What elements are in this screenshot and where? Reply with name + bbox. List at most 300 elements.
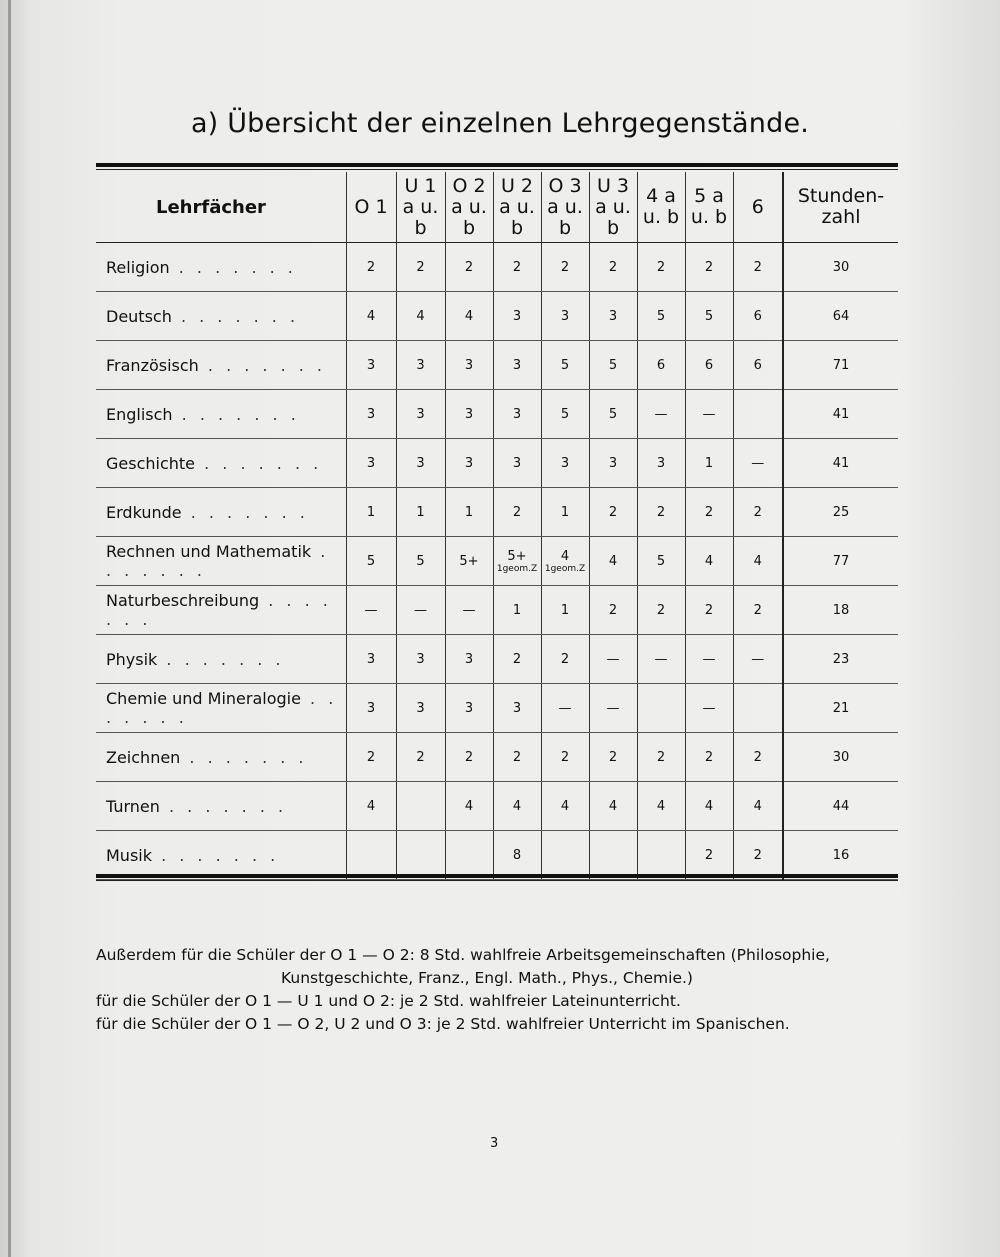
hours-cell (396, 782, 445, 831)
table-row (96, 635, 898, 684)
hours-cell (637, 488, 685, 537)
hours-value: 2 (608, 749, 618, 765)
hours-value: 3 (416, 357, 425, 373)
hours-cell (589, 537, 637, 586)
hours-value: 8 (512, 847, 522, 863)
hours-value: 3 (416, 406, 425, 422)
hours-value: 3 (512, 455, 522, 471)
subject-label: Chemie und Mineralogie (106, 689, 301, 708)
total-hours-cell: 64 (783, 292, 898, 341)
hours-cell (396, 537, 445, 586)
hours-cell (685, 782, 733, 831)
page-edge (8, 0, 11, 1257)
hours-value: — (702, 406, 716, 422)
hours-value: — (606, 700, 620, 716)
table-row (96, 488, 898, 537)
hours-cell (541, 831, 589, 880)
hours-value: 3 (366, 651, 376, 667)
hours-cell (637, 243, 685, 292)
subject-cell (96, 586, 346, 635)
leader-dots: . . . . . . . (172, 404, 300, 424)
hours-value: 6 (656, 357, 666, 373)
hours-value: 2 (512, 749, 522, 765)
subject-cell (96, 488, 346, 537)
hours-cell (396, 243, 445, 292)
hours-cell (493, 341, 541, 390)
subject-cell (96, 341, 346, 390)
table-row (96, 292, 898, 341)
hours-cell (445, 292, 493, 341)
column-header: 4 a u. b (637, 172, 685, 243)
hours-value: 2 (753, 602, 762, 618)
hours-cell (396, 684, 445, 733)
hours-cell (637, 684, 685, 733)
hours-value: 6 (704, 357, 714, 373)
hours-value: 2 (608, 602, 618, 618)
hours-value: 2 (512, 651, 522, 667)
hours-value: 4 (704, 798, 714, 814)
total-hours-cell: 16 (783, 831, 898, 880)
subject-cell (96, 782, 346, 831)
hours-value: — (558, 700, 572, 716)
hours-value: 4 (512, 798, 522, 814)
hours-cell (541, 684, 589, 733)
hours-cell (346, 390, 396, 439)
leader-dots: . . . . . . . (169, 257, 297, 277)
hours-cell (589, 586, 637, 635)
subject-label: Geschichte (106, 453, 196, 473)
leader-dots: . . . . . . . (198, 355, 327, 375)
leader-dots: . . . . . . . (157, 649, 285, 669)
hours-cell (685, 733, 733, 782)
total-hours-cell: 30 (783, 243, 898, 292)
hours-cell (541, 243, 589, 292)
hours-value: 2 (704, 602, 714, 618)
hours-cell (685, 635, 733, 684)
hours-cell (589, 439, 637, 488)
hours-cell (637, 341, 685, 390)
hours-value: 2 (608, 259, 618, 275)
hours-value: 2 (560, 259, 570, 275)
hours-value: 2 (608, 504, 618, 520)
hours-value: 3 (656, 455, 666, 471)
bottom-rule (96, 874, 898, 878)
hours-value: 3 (560, 455, 570, 471)
hours-cell (445, 390, 493, 439)
column-header: O 3 a u. b (541, 172, 589, 243)
top-rule (96, 163, 898, 167)
hours-cell (733, 635, 783, 684)
table-row (96, 390, 898, 439)
hours-value: 5 (366, 553, 376, 569)
hours-value: 6 (753, 308, 762, 324)
subjects-table (96, 172, 898, 880)
table-row (96, 782, 898, 831)
hours-cell (541, 292, 589, 341)
hours-cell (346, 537, 396, 586)
hours-cell (589, 684, 637, 733)
hours-cell (541, 782, 589, 831)
hours-cell (493, 488, 541, 537)
hours-cell (346, 831, 396, 880)
hours-cell (685, 390, 733, 439)
table-row (96, 586, 898, 635)
hours-cell (589, 341, 637, 390)
hours-cell (346, 243, 396, 292)
table-row (96, 684, 898, 733)
hours-cell (445, 586, 493, 635)
table-row (96, 537, 898, 586)
hours-value: — (654, 651, 668, 667)
hours-value: 3 (512, 700, 522, 716)
hours-cell (396, 831, 445, 880)
subject-label: Musik (106, 845, 152, 865)
hours-value: — (654, 406, 668, 422)
hours-cell (685, 488, 733, 537)
hours-footnote: 1geom.Z (496, 563, 538, 574)
hours-value: 4 (753, 798, 762, 814)
hours-value: — (606, 651, 620, 667)
hours-cell (396, 292, 445, 341)
hours-cell (396, 439, 445, 488)
hours-cell (541, 341, 589, 390)
hours-value: 4 (608, 553, 618, 569)
hours-cell (733, 243, 783, 292)
hours-cell (637, 831, 685, 880)
hours-value: 4 (464, 308, 474, 324)
hours-value: — (751, 651, 765, 667)
hours-cell (493, 390, 541, 439)
hours-cell (589, 782, 637, 831)
hours-value: 3 (608, 308, 618, 324)
hours-value: 2 (753, 259, 762, 275)
hours-value: 3 (464, 651, 474, 667)
hours-value: 3 (512, 308, 522, 324)
hours-cell (637, 586, 685, 635)
hours-cell (541, 439, 589, 488)
hours-value: 2 (512, 504, 522, 520)
hours-value: 2 (512, 259, 522, 275)
leader-dots: . . . . . . . (181, 502, 309, 522)
total-hours-cell: 25 (783, 488, 898, 537)
table-row (96, 831, 898, 880)
hours-cell (346, 292, 396, 341)
hours-cell (733, 292, 783, 341)
hours-cell (637, 782, 685, 831)
hours-value: 3 (366, 357, 376, 373)
hours-cell (637, 390, 685, 439)
hours-value: 4 (464, 798, 474, 814)
total-hours-cell: 21 (783, 684, 898, 733)
hours-value: — (702, 651, 716, 667)
hours-cell (396, 635, 445, 684)
hours-cell (346, 684, 396, 733)
hours-value: 1 (366, 504, 376, 520)
hours-value: 1 (416, 504, 425, 520)
column-header: U 1 a u. b (396, 172, 445, 243)
hours-value: 2 (704, 749, 714, 765)
total-hours-cell: 41 (783, 439, 898, 488)
hours-cell (346, 341, 396, 390)
hours-cell (493, 586, 541, 635)
column-header: Stunden-zahl (783, 172, 898, 243)
hours-value: 4 (366, 308, 376, 324)
hours-value: — (751, 455, 765, 471)
hours-cell (685, 586, 733, 635)
hours-value: 2 (704, 259, 714, 275)
hours-value: 5 (704, 308, 714, 324)
hours-cell (589, 488, 637, 537)
hours-cell (493, 243, 541, 292)
hours-cell (493, 635, 541, 684)
subject-cell (96, 635, 346, 684)
hours-cell (685, 243, 733, 292)
hours-cell (541, 733, 589, 782)
subject-cell (96, 684, 346, 733)
hours-value: 3 (366, 455, 376, 471)
hours-cell (396, 341, 445, 390)
hours-value: 3 (416, 455, 425, 471)
hours-value: 3 (608, 455, 618, 471)
subject-label: Rechnen und Mathematik (106, 542, 312, 561)
hours-cell (541, 537, 589, 586)
hours-value: 3 (416, 700, 425, 716)
top-rule-thin (96, 169, 898, 170)
hours-cell (493, 831, 541, 880)
hours-value: 3 (366, 406, 376, 422)
total-hours-cell: 30 (783, 733, 898, 782)
hours-value: 2 (704, 504, 714, 520)
hours-cell (637, 292, 685, 341)
hours-value: 5 (656, 308, 666, 324)
hours-cell (493, 684, 541, 733)
hours-cell (541, 635, 589, 684)
column-header: U 2 a u. b (493, 172, 541, 243)
subject-cell (96, 439, 346, 488)
hours-value: 5+ (459, 553, 479, 569)
hours-cell (733, 390, 783, 439)
hours-cell (541, 390, 589, 439)
hours-value: 1 (512, 602, 522, 618)
hours-cell (733, 488, 783, 537)
hours-value: 2 (366, 259, 376, 275)
hours-cell (589, 243, 637, 292)
hours-value: 1 (464, 504, 474, 520)
hours-cell (346, 782, 396, 831)
subject-cell (96, 831, 346, 880)
subject-label: Naturbeschreibung (106, 591, 260, 610)
column-header: Lehrfächer (96, 172, 346, 243)
column-header: 5 a u. b (685, 172, 733, 243)
hours-value: 2 (656, 259, 666, 275)
leader-dots: . . . . . . . (159, 796, 288, 816)
hours-cell (589, 733, 637, 782)
hours-value: 2 (656, 602, 666, 618)
total-hours-cell: 41 (783, 390, 898, 439)
hours-cell (493, 782, 541, 831)
hours-cell (733, 537, 783, 586)
hours-cell (589, 390, 637, 439)
hours-cell (346, 635, 396, 684)
subject-label: Erdkunde (106, 502, 182, 522)
hours-value: 2 (656, 504, 666, 520)
hours-value: — (414, 602, 427, 618)
hours-cell (733, 586, 783, 635)
hours-value: 4 (608, 798, 618, 814)
subject-label: Physik (106, 649, 158, 669)
hours-cell (493, 292, 541, 341)
hours-cell (445, 488, 493, 537)
hours-value: 2 (656, 749, 666, 765)
hours-cell (733, 684, 783, 733)
leader-dots: . . . . . . . (106, 689, 338, 727)
hours-value: 3 (560, 308, 570, 324)
leader-dots: . . . . . . . (195, 453, 323, 473)
hours-value: 5 (560, 406, 570, 422)
hours-cell (445, 635, 493, 684)
hours-cell (733, 831, 783, 880)
note-line: für die Schüler der O 1 — U 1 und O 2: je 2 Std. wahlfreier Lateinunterricht. (96, 992, 681, 1010)
total-hours-cell: 18 (783, 586, 898, 635)
hours-value: 1 (560, 504, 570, 520)
hours-value: 2 (560, 749, 570, 765)
hours-value: 4 (560, 548, 570, 564)
leader-dots: . . . . . . . (152, 845, 280, 865)
hours-value: 4 (366, 798, 376, 814)
hours-cell (637, 537, 685, 586)
hours-footnote: 1geom.Z (544, 563, 586, 574)
subject-label: Turnen (106, 796, 160, 816)
hours-cell (733, 733, 783, 782)
hours-value: 4 (656, 798, 666, 814)
total-hours-cell: 23 (783, 635, 898, 684)
subjects-table-wrap (96, 172, 898, 880)
subject-label: Französisch (106, 355, 199, 375)
leader-dots: . . . . . . . (180, 747, 308, 767)
hours-value: 4 (704, 553, 714, 569)
hours-cell (346, 733, 396, 782)
hours-value: 6 (753, 357, 762, 373)
hours-cell (685, 831, 733, 880)
subject-cell (96, 390, 346, 439)
note-line: Kunstgeschichte, Franz., Engl. Math., Phys., Chemie.) (281, 969, 693, 987)
hours-cell (493, 537, 541, 586)
table-body (96, 243, 898, 880)
hours-value: 2 (464, 749, 474, 765)
hours-value: 1 (560, 602, 570, 618)
hours-cell (589, 635, 637, 684)
column-header: O 1 (346, 172, 396, 243)
hours-cell (445, 439, 493, 488)
subject-label: Deutsch (106, 306, 172, 326)
hours-value: 3 (416, 651, 425, 667)
bottom-rule-thin (96, 880, 898, 881)
hours-cell (445, 684, 493, 733)
column-header: O 2 a u. b (445, 172, 493, 243)
hours-value: 5 (608, 406, 618, 422)
hours-value: — (364, 602, 378, 618)
hours-value: 2 (416, 259, 425, 275)
hours-cell (396, 390, 445, 439)
hours-value: 1 (704, 455, 714, 471)
hours-cell (685, 684, 733, 733)
hours-cell (445, 733, 493, 782)
hours-value: 5 (416, 553, 425, 569)
hours-cell (637, 733, 685, 782)
hours-value: 5 (656, 553, 666, 569)
hours-cell (493, 733, 541, 782)
hours-value: 2 (464, 259, 474, 275)
hours-value: 3 (464, 700, 474, 716)
hours-value: 5+ (507, 548, 527, 564)
note-line: Außerdem für die Schüler der O 1 — O 2: 8 Std. wahlfreie Arbeitsgemeinschaften (Philosophie, (96, 946, 830, 964)
hours-value: 3 (366, 700, 376, 716)
column-header: 6 (733, 172, 783, 243)
total-hours-cell: 44 (783, 782, 898, 831)
hours-cell (733, 439, 783, 488)
total-hours-cell: 77 (783, 537, 898, 586)
hours-cell (589, 292, 637, 341)
hours-cell (685, 292, 733, 341)
hours-cell (637, 439, 685, 488)
hours-cell (445, 243, 493, 292)
hours-cell (637, 635, 685, 684)
hours-cell (493, 439, 541, 488)
hours-value: 3 (512, 406, 522, 422)
hours-cell (733, 341, 783, 390)
table-header-row (96, 172, 898, 243)
table-row (96, 243, 898, 292)
table-row (96, 439, 898, 488)
hours-value: 2 (416, 749, 425, 765)
leader-dots: . . . . . . . (106, 591, 332, 629)
notes-block (96, 944, 906, 1036)
leader-dots: . . . . . . . (171, 306, 300, 326)
page-number: 3 (490, 1136, 499, 1151)
hours-value: 3 (464, 357, 474, 373)
subject-label: Englisch (106, 404, 173, 424)
hours-value: 2 (560, 651, 570, 667)
hours-value: 3 (512, 357, 522, 373)
note-line: für die Schüler der O 1 — O 2, U 2 und O 3: je 2 Std. wahlfreier Unterricht im Spanischen. (96, 1015, 790, 1033)
hours-value: 4 (416, 308, 425, 324)
hours-value: 5 (608, 357, 618, 373)
column-header: U 3 a u. b (589, 172, 637, 243)
hours-value: — (702, 700, 716, 716)
hours-value: 3 (464, 406, 474, 422)
subject-cell (96, 292, 346, 341)
hours-cell (346, 488, 396, 537)
table-row (96, 341, 898, 390)
subject-label: Zeichnen (106, 747, 181, 767)
hours-cell (733, 782, 783, 831)
hours-value: 3 (464, 455, 474, 471)
hours-cell (589, 831, 637, 880)
hours-cell (541, 488, 589, 537)
hours-cell (685, 341, 733, 390)
hours-value: 4 (560, 798, 570, 814)
hours-value: 5 (560, 357, 570, 373)
total-hours-cell: 71 (783, 341, 898, 390)
hours-value: 2 (753, 847, 762, 863)
hours-cell (685, 439, 733, 488)
hours-value: 2 (366, 749, 376, 765)
hours-cell (685, 537, 733, 586)
hours-cell (541, 586, 589, 635)
hours-cell (396, 488, 445, 537)
subject-cell (96, 537, 346, 586)
hours-cell (445, 537, 493, 586)
